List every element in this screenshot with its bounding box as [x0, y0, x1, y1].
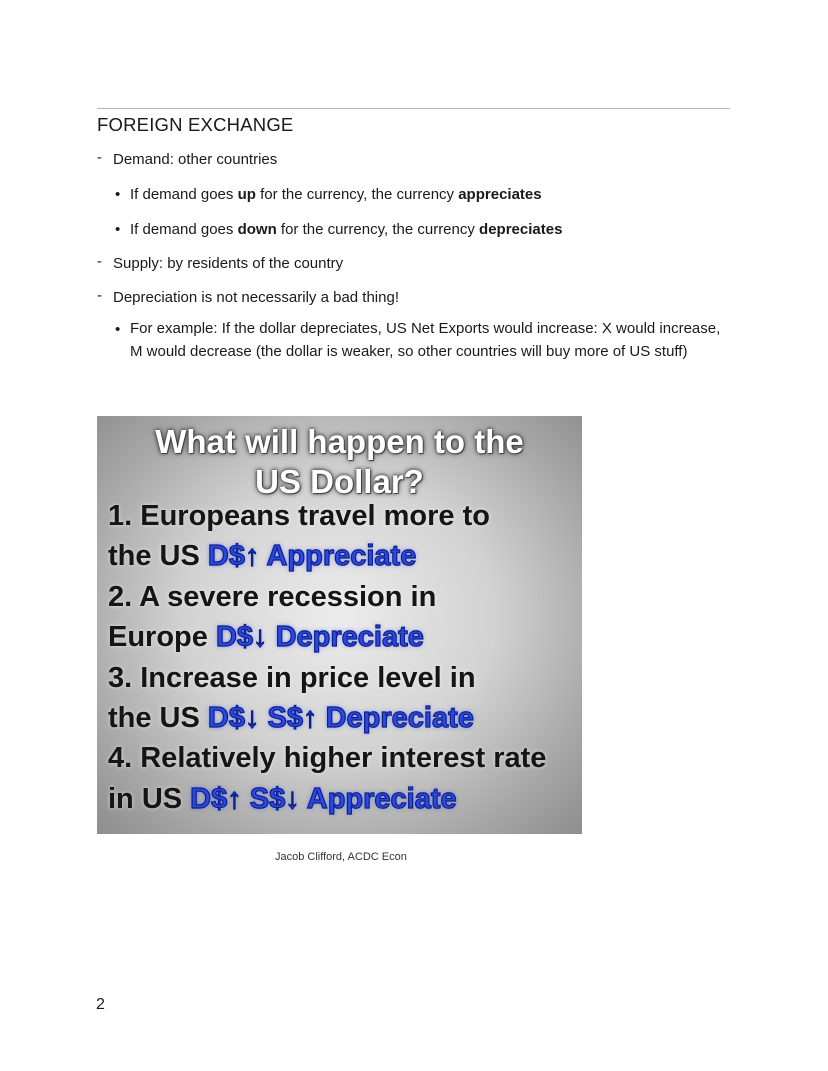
text-span: If demand goes: [130, 186, 238, 203]
question-2-line2: [108, 621, 424, 654]
bullet-demand-down: [130, 221, 562, 238]
answer-3: D$↓ S$↑ Depreciate: [207, 702, 474, 734]
answer-2: D$↓ Depreciate: [215, 621, 424, 653]
question-3-line1: 3. Increase in price level in: [108, 662, 476, 694]
text-span: If demand goes: [130, 221, 238, 238]
text-span: in US: [108, 783, 191, 815]
question-1-line2: [108, 540, 416, 573]
dash-marker: -: [97, 287, 102, 304]
question-1-line1: 1. Europeans travel more to: [108, 500, 490, 532]
section-heading: FOREIGN EXCHANGE: [97, 114, 294, 135]
demand-text: Demand: other countries: [113, 151, 278, 168]
text-span: for the currency, the currency: [276, 221, 480, 238]
question-3-line2: [108, 702, 474, 735]
question-4-line2: [108, 783, 457, 816]
dash-marker: -: [97, 149, 102, 166]
bullet-demand-up: [130, 186, 542, 203]
answer-1: D$↑ Appreciate: [207, 540, 417, 572]
answer-4: D$↑ S$↓ Appreciate: [190, 783, 457, 815]
bold-term: down: [237, 221, 277, 238]
text-span: for the currency, the currency: [255, 186, 459, 203]
figure-title-line1: What will happen to the: [155, 423, 524, 460]
question-2-line1: 2. A severe recession in: [108, 581, 437, 613]
example-text: For example: If the dollar depreciates, US Net Exports would increase: X would increase, M would decrease (the dollar is weaker, so other countries will buy more of US stuff): [130, 320, 721, 360]
text-span: the US: [108, 540, 208, 572]
top-divider: [97, 108, 730, 109]
figure-caption: Jacob Clifford, ACDC Econ: [275, 851, 407, 863]
text-span: the US: [108, 702, 208, 734]
question-4-line1: 4. Relatively higher interest rate: [108, 742, 547, 774]
text-span: Europe: [108, 621, 216, 653]
page-number: 2: [96, 996, 105, 1013]
supply-text: Supply: by residents of the country: [113, 255, 344, 272]
depreciation-text: Depreciation is not necessarily a bad thing!: [113, 289, 399, 306]
bold-term: appreciates: [458, 186, 542, 203]
dash-marker: -: [97, 253, 102, 270]
bullet-marker: •: [115, 186, 121, 203]
bold-term: depreciates: [479, 221, 563, 238]
bullet-marker: •: [115, 321, 121, 338]
figure-title-line2: US Dollar?: [255, 463, 424, 500]
bold-term: up: [237, 186, 256, 203]
bullet-marker: •: [115, 221, 121, 238]
dollar-quiz-image: [97, 416, 582, 834]
